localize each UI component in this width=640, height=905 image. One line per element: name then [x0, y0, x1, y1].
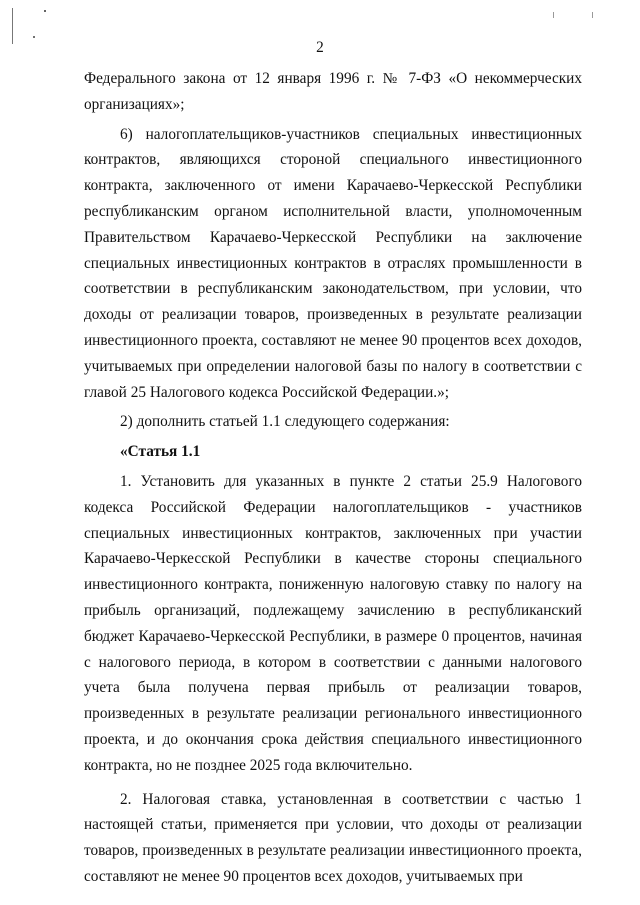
document-body: [84, 66, 582, 890]
paragraph-article-part-1: 1. Установить для указанных в пункте 2 статьи 25.9 Налогового кодекса Российской Федерации налогоплательщиков - участников специальных инвестиционных контрактов, заключенных при участии Карачаево-Черкесской Республики в качестве стороны специального инвестиционного контракта, пониженную налоговую ставку по налогу на прибыль организаций, подлежащему зачислению в республиканский бюджет Карачаево-Черкесской Республики, в размере 0 процентов, начиная с налогового периода, в котором в соответствии с данными налогового учета была получена первая прибыль от реализации товаров, произведенных в результате реализации регионального инвестиционного проекта, и до окончания срока действия специального инвестиционного контракта, но не позднее 2025 года включительно.: [84, 472, 582, 774]
page-number: 2: [316, 39, 324, 56]
scan-artifact-tick: [592, 12, 593, 18]
scan-artifact-tick: [553, 12, 554, 18]
paragraph-article-part-2: 2. Налоговая ставка, установленная в соответствии с частью 1 настоящей статьи, применяется при условии, что доходы от реализации товаров, произведенных в результате реализации инвестиционного проекта, составляют не менее 90 процентов всех доходов, учитываемых при: [84, 790, 582, 885]
article-heading: «Статья 1.1: [120, 443, 201, 461]
paragraph-amendment-2: 2) дополнить статьей 1.1 следующего содержания:: [120, 413, 450, 431]
scan-artifact-dot: [44, 10, 46, 12]
paragraph-item-6: 6) налогоплательщиков-участников специальных инвестиционных контрактов, являющихся стороной специального инвестиционного контракта, заключенного от имени Карачаево-Черкесской Республики республиканским органом исполнительной власти, уполномоченным Правительством Карачаево-Черкесской Республики на заключение специальных инвестиционных контрактов в отраслях промышленности в соответствии в республиканским законодательством, при условии, что доходы от реализации товаров, произведенных в результате реализации инвестиционного проекта, составляют не менее 90 процентов всех доходов, учитываемых при определении налоговой базы по налогу в соответствии с главой 25 Налогового кодекса Российской Федерации.»;: [84, 125, 582, 401]
paragraph-law-reference: Федерального закона от 12 января 1996 г. № 7-ФЗ «О некоммерческих организациях»;: [84, 70, 582, 113]
